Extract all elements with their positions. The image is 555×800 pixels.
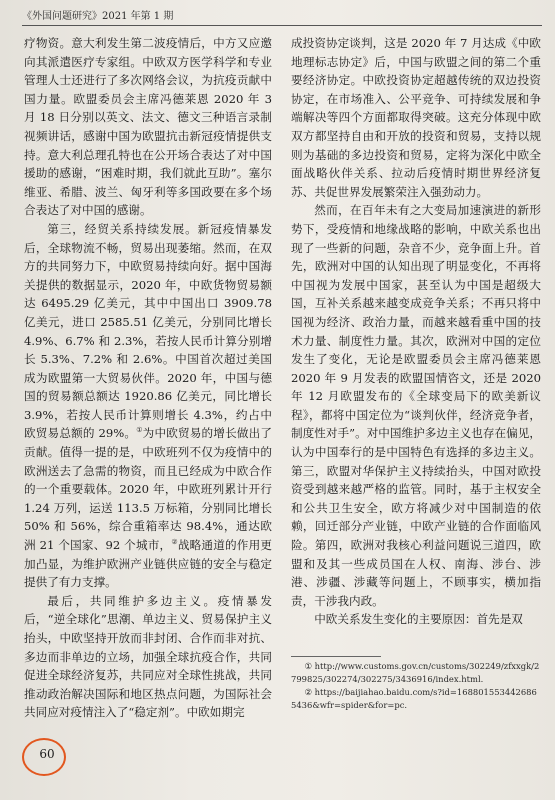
left-column [24, 34, 272, 722]
paragraph: 成投资协定谈判，这是 2020 年 7 月达成《中欧地理标志协定》后，中国与欧盟之间的第二个重要经济协定。中欧投资协定超越传统的双边投资协定，在市场准入、公平竞争、可持续发展和争端解决等四个方面都取得突破。这充分体现中欧双方都坚持自由和开放的投资和贸易，支持以规则为基础的多边投资和贸易，定将为深化中欧全面战略伙伴关系、拉动后疫情时期世界经济复苏、共促世界发展繁荣注入强劲动力。 [291, 36, 541, 199]
paragraph: 然而，在百年未有之大变局加速演进的新形势下，受疫情和地缘战略的影响，中欧关系也出现了一些新的问题，杂音不少，竞争面上升。首先，欧洲对中国的认知出现了明显变化，不再将中国视为发展中国家，甚至认为中国是超级大国，互补关系越来越变成竞争关系；不再只将中国视为经济、政治力量，而越来越看重中国的技术力量、制度性力量。其次，欧洲对中国的定位发生了变化，无论是欧盟委员会主席冯德莱恩 2020 年 9 月发表的欧盟国情咨文，还是 2020 年 12 月欧盟发布的《全球变局下的欧美新议程》，都将中国定位为“谈判伙伴，经济竞争者，制度性对手”。对中国维护多边主义也存在偏见，认为中国奉行的是中国特色有选择的多边主义。第三，欧盟对华保护主义持续抬头，中国对欧投资受到越来越严格的监管。同时，基于主权安全和公共卫生安全，欧方将减少对中国制造的依赖，回迁部分产业链，中欧产业链的合作面临风险。第四，欧洲对我核心利益问题说三道四，欧盟和及其一些成员国在人权、南海、涉台、涉港、涉疆、涉藏等问题上，不顾事实，横加指责，干涉我内政。 [291, 203, 541, 608]
right-column [291, 34, 541, 629]
footnote [291, 660, 541, 686]
footnote-marker: ② [171, 538, 178, 547]
footnotes [291, 656, 541, 712]
paragraph-text: 战略通道的作用更加凸显，为维护欧洲产业链供应链的安全与稳定提供了有力支撑。 [24, 538, 272, 590]
page-number: 60 [39, 747, 55, 761]
paragraph [24, 220, 272, 592]
footnote-link[interactable]: https://baijiahao.baidu.com/s?id=1688015534426865436&wfr=spider&for=pc. [291, 687, 537, 710]
footnote [291, 686, 541, 712]
paragraph: 最后，共同维护多边主义。疫情暴发后，“逆全球化”思潮、单边主义、贸易保护主义抬头，中欧坚持开放而非封闭、合作而非对抗、多边而非单边的立场，加强全球抗疫合作，共同促进全球经济复苏，共同应对全球性挑战，共同推动政治解决国际和地区热点问题，为国际社会共同应对疫情注入了“稳定剂”。中欧如期完 [24, 593, 272, 720]
footnote-marker: ② [304, 687, 312, 697]
running-header: 《外国问题研究》2021 年第 1 期 [22, 11, 174, 22]
paragraph: 疗物资。意大利发生第二波疫情后，中方又应邀向其派遣医疗专家组。中欧双方医学科学和专业管理人士还进行了多次网络会议，为抗疫贡献中国力量。欧盟委员会主席冯德莱恩 2020 年 3 月 18 日分别以英文、法文、德文三种语言录制视频讲话，感谢中国为欧盟抗击新冠疫情提供支持。意大利总理孔特也在公开场合表达了对中国援助的感谢，“困难时期，我们就此互助”。塞尔维亚、希腊、波兰、匈牙利等多国政要在多个场合表达了对中国的感谢。 [24, 36, 272, 218]
paragraph-text: 第三，经贸关系持续发展。新冠疫情暴发后，全球物流不畅，贸易出现萎缩。然而，在双方的共同努力下，中欧贸易持续向好。据中国海关提供的数据显示，2020 年，中欧货物贸易额达 6495.29 亿美元，其中中国出口 3909.78 亿美元，进口 2585.51 亿美元，分别同比增长 4.9%、6.7% 和 2.3%，若按人民币计算分别增长 5.3%、7.2% 和 2.6%。中国首次超过美国成为欧盟第一大贸易伙伴。2020 年，中国与德国的贸易额总额达 1920.86 亿美元，同比增长 3.9%，若按人民币计算则增长 4.3%，约占中欧贸易总额的 29%。 [24, 221, 272, 441]
paragraph-text: 为中欧贸易的增长做出了贡献。值得一提的是，中欧班列不仅为疫情中的欧洲送去了急需的物资，而且已经成为中欧合作的一个重要载体。2020 年，中欧班列累计开行 1.24 万列，运送 113.5 万标箱，分别同比增长 50% 和 56%，综合重箱率达 98.4%，通达欧洲 21 个国家、92 个城市， [24, 426, 272, 553]
footnote-marker: ① [136, 426, 143, 435]
footnote-link[interactable]: http://www.customs.gov.cn/customs/302249/zfxxgk/2799825/302274/302275/3436916/index.html. [291, 661, 540, 684]
footnote-rule [291, 656, 381, 657]
footnote-marker: ① [304, 661, 312, 671]
header-rule [22, 25, 542, 26]
paragraph: 中欧关系发生变化的主要原因：首先是双 [314, 612, 523, 627]
